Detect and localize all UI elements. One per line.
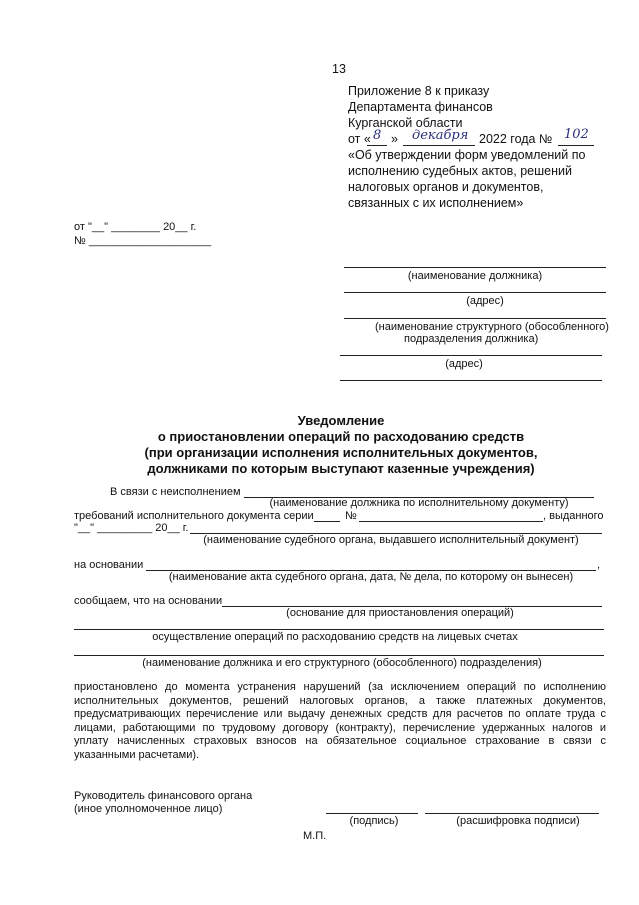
debtor-unit-caption-2: подразделения должника) [404, 333, 539, 345]
issued-suffix: , выданного [543, 510, 604, 522]
unit-address-caption: (адрес) [445, 358, 483, 370]
reference-date: от "__" ________ 20__ г. [74, 221, 197, 233]
notice-title: Уведомление [297, 413, 385, 428]
debtor-unit-caption-1: (наименование структурного (обособленного) [375, 321, 609, 333]
reference-number: № ____________________ [74, 235, 212, 247]
notice-subtitle-2: (при организации исполнения исполнительных документов, [144, 445, 538, 460]
debtor-unit-name-caption: (наименование должника и его структурного (обособленного) подразделения) [142, 657, 542, 669]
signature-caption: (подпись) [349, 815, 399, 827]
appendix-date-mid: » [391, 132, 398, 146]
appendix-date-month: декабря [412, 128, 469, 143]
head-title-line-1: Руководитель финансового органа [74, 790, 253, 802]
inform-label: сообщаем, что на основании [74, 595, 223, 607]
notice-subtitle-1: о приостановлении операций по расходованию средств [157, 429, 525, 444]
appendix-line-2: Департамента финансов [348, 100, 493, 114]
decryption-line [425, 813, 599, 814]
number-sign: № [345, 510, 357, 522]
appendix-date-day: 8 [373, 128, 382, 143]
appendix-line-3: Курганской области [348, 116, 463, 130]
basis-comma: , [597, 559, 601, 571]
debtor-address-caption: (адрес) [466, 295, 504, 307]
court-act-caption: (наименование акта судебного органа, дата, № дела, по которому он вынесен) [168, 571, 574, 583]
debtor-name-caption: (наименование должника) [407, 270, 543, 282]
appendix-line-1: Приложение 8 к приказу [348, 84, 490, 98]
issued-date: "__" _________ 20__ г. [74, 522, 189, 534]
basis-label: на основании [74, 559, 144, 571]
appendix-date-year: 2022 года № [479, 132, 553, 146]
unit-address-line [340, 355, 602, 356]
non-fulfillment-label: В связи с неисполнением [110, 486, 241, 498]
series-line [314, 521, 340, 522]
debtor-document-caption: (наименование должника по исполнительному документу) [269, 497, 569, 509]
appendix-title-line-1: «Об утверждении форм уведомлений по [348, 148, 586, 162]
page-number: 13 [332, 62, 346, 76]
document-number-line [359, 521, 543, 522]
notice-subtitle-3: должниками по которым выступают казенные учреждения) [147, 461, 535, 476]
date-number-underline [558, 145, 594, 146]
suspension-basis-line-2 [74, 629, 604, 630]
head-title-line-2: (иное уполномоченное лицо) [74, 803, 223, 815]
debtor-unit-name-line [74, 655, 604, 656]
appendix-date-number: 102 [564, 127, 589, 142]
suspension-basis-caption: (основание для приостановления операций) [286, 607, 514, 619]
debtor-unit-line [344, 318, 606, 319]
unit-address-line-2 [340, 380, 602, 381]
appendix-date-prefix: от « [348, 132, 371, 146]
appendix-title-line-4: связанных с их исполнением» [348, 196, 524, 210]
debtor-address-line [344, 292, 606, 293]
date-month-underline [403, 145, 475, 146]
signature-line [326, 813, 418, 814]
appendix-title-line-3: налоговых органов и документов, [348, 180, 544, 194]
stamp-place: М.П. [303, 830, 327, 842]
date-day-underline [367, 145, 387, 146]
operations-text: осуществление операций по расходованию средств на лицевых счетах [152, 631, 518, 643]
notice-body-text: приостановлено до момента устранения нарушений (за исключением операций по исполнению исполнительных документов, решений налоговых органов, а также платежных документов, предусматривающих перечисление или выдачу денежных средств для расчетов по оплате труда с лицами, работающими по трудовому договору (контракту), перечисление удержанных налогов и уплату начисленных страховых взносов на обязательное социальное страхование в связи с указанными расчетами). [74, 681, 606, 761]
appendix-title-line-2: исполнению судебных актов, решений [348, 164, 572, 178]
court-name-caption: (наименование судебного органа, выдавшего исполнительный документ) [203, 534, 579, 546]
requirements-prefix: требований исполнительного документа серии [74, 510, 314, 522]
decryption-caption: (расшифровка подписи) [456, 815, 580, 827]
debtor-name-line [344, 267, 606, 268]
